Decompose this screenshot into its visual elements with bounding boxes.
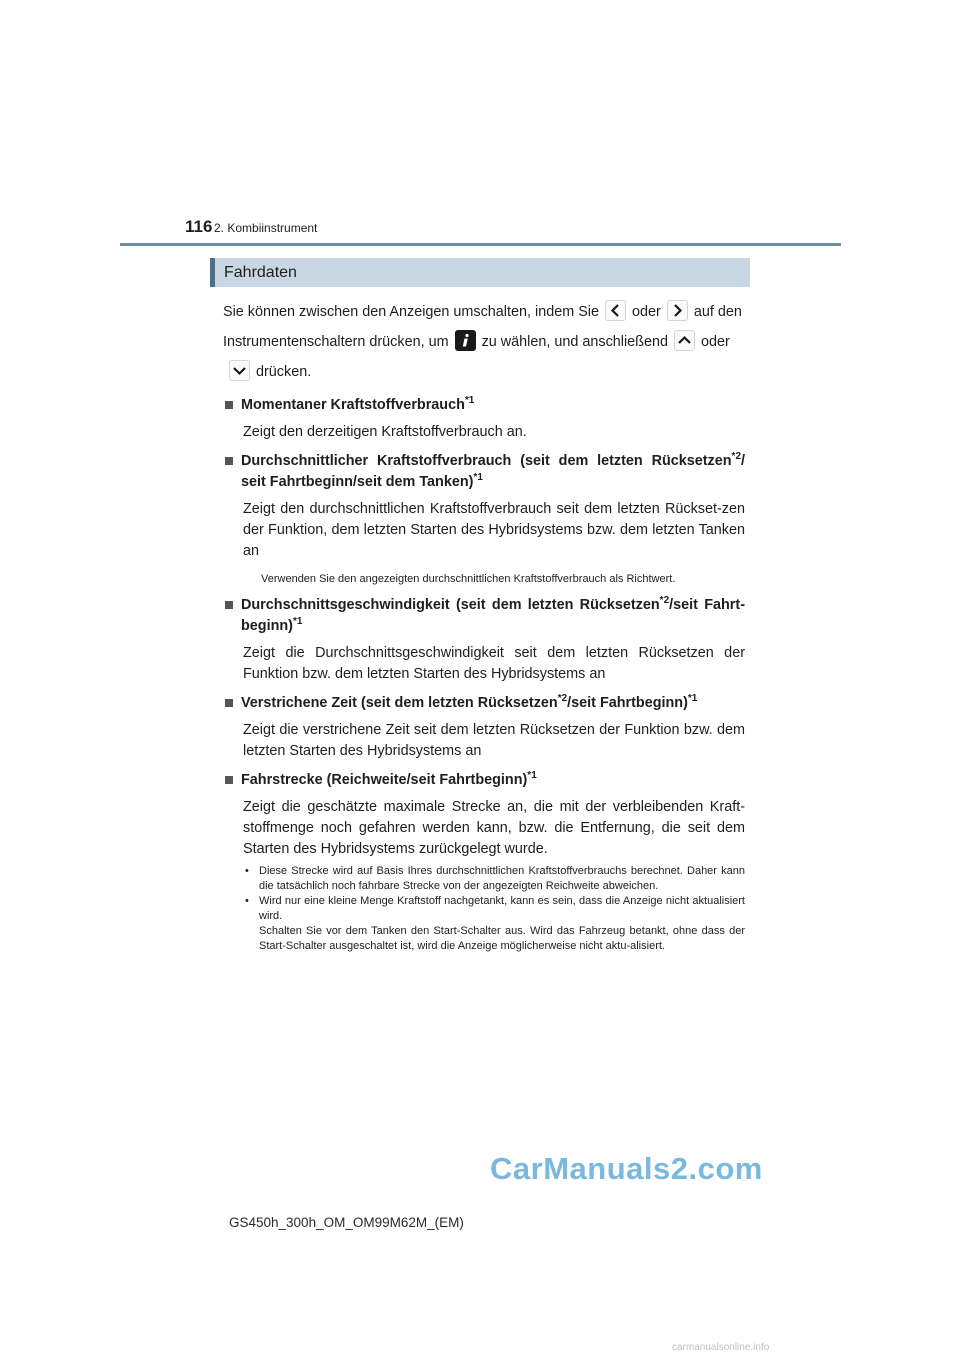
item-driving-range <box>223 770 745 954</box>
footnote-ref: *2 <box>659 595 670 607</box>
page-number: 116 <box>185 217 213 236</box>
section-bar <box>210 258 750 287</box>
info-icon <box>455 330 476 351</box>
item-body: Zeigt die geschätzte maximale Strecke an, die mit der verbleibenden Kraft-stoffmenge noch gefahren werden kann, bzw. die Entfernung, die seit dem Starten des Hybridsystems zurückgelegt wurde. <box>243 799 745 857</box>
footnote-ref: *2 <box>731 451 741 463</box>
intro-text-5: oder <box>700 334 730 350</box>
subnote-text: Diese Strecke wird auf Basis Ihres durchschnittlichen Kraftstoffverbrauchs berechnet. Daher kann die tatsächlich noch fahrbare Strecke von der angezeigten Reichweite abweichen. <box>259 865 745 892</box>
footnote-ref: *1 <box>527 770 537 782</box>
chevron-left-icon <box>605 300 626 321</box>
square-bullet-icon <box>225 601 233 609</box>
dot-bullet-icon: • <box>245 895 249 907</box>
item-title: Durchschnittlicher Kraftstoffverbrauch (seit dem letzten Rücksetzen <box>241 453 732 469</box>
section-title: Fahrdaten <box>224 263 297 281</box>
item-title: Fahrstrecke (Reichweite/seit Fahrtbeginn) <box>241 772 528 788</box>
subnotes <box>245 864 745 954</box>
item-note: Verwenden Sie den angezeigten durchschnittlichen Kraftstoffverbrauch als Richtwert. <box>261 573 676 585</box>
subnote-text-cont: Schalten Sie vor dem Tanken den Start-Schalter aus. Wird das Fahrzeug betankt, ohne dass der Start-Schalter ausgeschaltet ist, wird die Anzeige möglicherweise nicht aktu-alisiert. <box>259 925 745 952</box>
item-elapsed-time <box>223 693 745 762</box>
subnote <box>245 894 745 954</box>
item-body: Zeigt den derzeitigen Kraftstoffverbrauch an. <box>243 424 527 440</box>
square-bullet-icon <box>225 457 233 465</box>
item-title: Verstrichene Zeit (seit dem letzten Rücksetzen <box>241 695 558 711</box>
intro-text-1: Sie können zwischen den Anzeigen umschalten, indem Sie <box>223 304 599 320</box>
item-average-speed <box>223 595 745 685</box>
footnote-ref: *1 <box>473 472 483 484</box>
footnote-ref: *1 <box>687 693 698 705</box>
subnote <box>245 864 745 894</box>
header-rule <box>120 243 841 246</box>
intro-text-6: drücken. <box>256 364 312 380</box>
square-bullet-icon <box>225 699 233 707</box>
footnote-ref: *1 <box>464 395 475 407</box>
item-body: Zeigt die Durchschnittsgeschwindigkeit seit dem letzten Rücksetzen der Funktion bzw. dem letzten Starten des Hybridsystems an <box>243 645 745 682</box>
page-header <box>185 217 317 241</box>
chevron-right-icon <box>667 300 688 321</box>
content <box>223 297 745 954</box>
chevron-up-icon <box>674 330 695 351</box>
chevron-down-icon <box>229 360 250 381</box>
item-average-consumption <box>223 451 745 587</box>
intro-paragraph <box>223 297 745 387</box>
intro-text-3: auf den Instrumentenschaltern drücken, um <box>223 304 742 350</box>
subnote-text: Wird nur eine kleine Menge Kraftstoff nachgetankt, kann es sein, dass die Anzeige nicht aktualisiert wird. <box>259 895 745 922</box>
footer-code: GS450h_300h_OM_OM99M62M_(EM) <box>229 1215 464 1230</box>
item-body: Zeigt die verstrichene Zeit seit dem letzten Rücksetzen der Funktion bzw. dem letzten Starten des Hybridsystems an <box>243 722 745 759</box>
item-title: Durchschnittsgeschwindigkeit (seit dem letzten Rücksetzen <box>241 597 660 613</box>
item-body: Zeigt den durchschnittlichen Kraftstoffverbrauch seit dem letzten Rückset-zen der Funktion, dem letzten Starten des Hybridsystems bzw. dem letzten Tanken an <box>243 501 745 559</box>
item-title-cont: /seit Fahrtbeginn) <box>567 695 688 711</box>
footnote-ref: *2 <box>557 693 568 705</box>
item-momentary-consumption <box>223 395 745 443</box>
chapter-title: 2. Kombiinstrument <box>214 221 318 235</box>
square-bullet-icon <box>225 776 233 784</box>
square-bullet-icon <box>225 401 233 409</box>
dot-bullet-icon: • <box>245 865 249 877</box>
watermark-site: carmanualsonline.info <box>672 1342 770 1353</box>
item-title: Momentaner Kraftstoffverbrauch <box>241 397 465 413</box>
item-title-cont: /seit Fahrt-beginn) <box>241 597 745 634</box>
intro-text-4: zu wählen, und anschließend <box>481 334 668 350</box>
footnote-ref: *1 <box>292 616 303 628</box>
intro-text-2: oder <box>632 304 661 320</box>
watermark: CarManuals2.com <box>490 1151 763 1186</box>
item-title-cont: / seit Fahrtbeginn/seit dem Tanken) <box>241 453 745 490</box>
